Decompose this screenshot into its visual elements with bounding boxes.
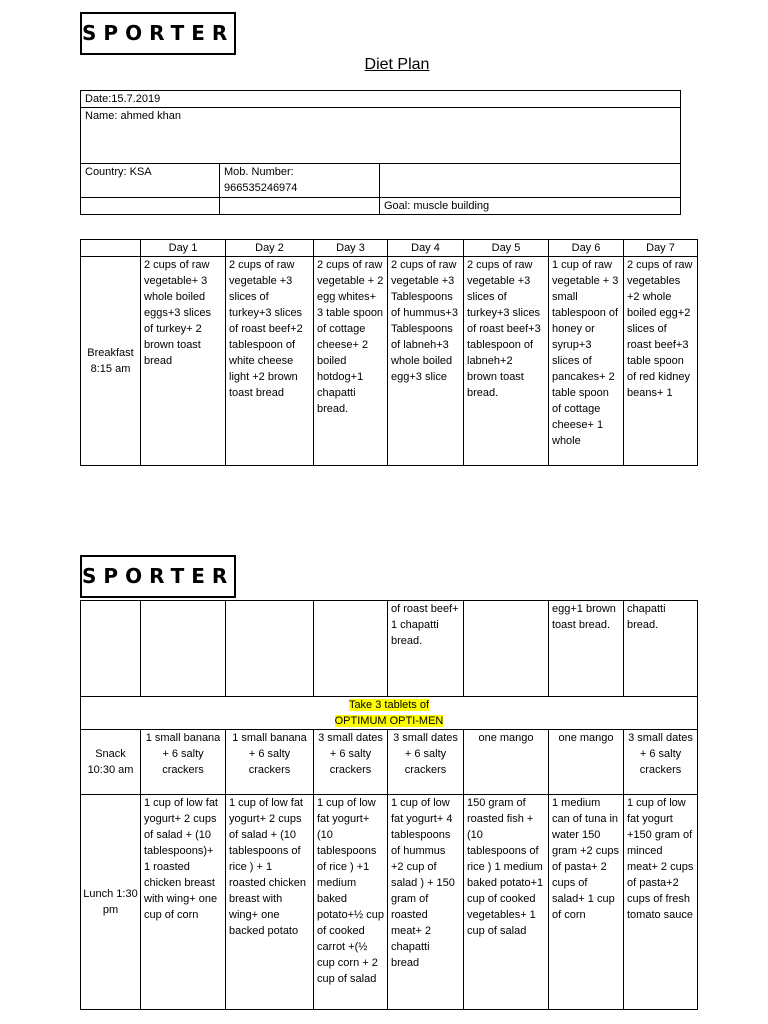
- breakfast-cont-day-6: egg+1 brown toast bread.: [549, 601, 624, 697]
- day-header: Day 6: [549, 240, 624, 257]
- day-header: Day 1: [141, 240, 226, 257]
- snack-day-1: 1 small banana + 6 salty crackers: [141, 730, 226, 795]
- name-field: Name: ahmed khan: [81, 108, 681, 164]
- breakfast-day-1: 2 cups of raw vegetable+ 3 whole boiled eggs+3 slices of turkey+ 2 brown toast bread: [141, 257, 226, 466]
- breakfast-label: Breakfast 8:15 am: [81, 257, 141, 466]
- day-header: Day 2: [226, 240, 314, 257]
- lunch-day-7: 1 cup of low fat yogurt +150 gram of minced meat+ 2 cups of pasta+2 cups of fresh tomato sauce: [624, 795, 698, 1010]
- snack-label: Snack 10:30 am: [81, 730, 141, 795]
- snack-day-4: 3 small dates + 6 salty crackers: [388, 730, 464, 795]
- snack-day-5: one mango: [464, 730, 549, 795]
- breakfast-cont-day-1: [141, 601, 226, 697]
- empty-cell: [81, 601, 141, 697]
- lunch-day-5: 150 gram of roasted fish + (10 tablespoons of rice ) 1 medium baked potato+1 cup of cooked vegetables+ 1 cup of salad: [464, 795, 549, 1010]
- breakfast-cont-day-5: [464, 601, 549, 697]
- breakfast-cont-day-4: of roast beef+ 1 chapatti bread.: [388, 601, 464, 697]
- supplement-row: [81, 697, 698, 730]
- diet-plan-table-page1: [80, 239, 698, 466]
- client-info-table: [80, 90, 681, 215]
- lunch-day-6: 1 medium can of tuna in water 150 gram +2 cups of pasta+ 2 cups of salad+ 1 cup of corn: [549, 795, 624, 1010]
- breakfast-cont-day-3: [314, 601, 388, 697]
- breakfast-day-4: 2 cups of raw vegetable +3 Tablespoons of hummus+3 Tablespoons of labneh+3 whole boiled egg+3 slice: [388, 257, 464, 466]
- breakfast-day-7: 2 cups of raw vegetables +2 whole boiled egg+2 slices of roast beef+3 table spoon of red kidney beans+ 1: [624, 257, 698, 466]
- breakfast-day-3: 2 cups of raw vegetable + 2 egg whites+ 3 table spoon of cottage cheese+ 2 boiled hotdog+1 chapatti bread.: [314, 257, 388, 466]
- lunch-day-4: 1 cup of low fat yogurt+ 4 tablespoons of hummus +2 cup of salad ) + 150 gram of roasted meat+ 2 chapatti bread: [388, 795, 464, 1010]
- breakfast-cont-day-7: chapatti bread.: [624, 601, 698, 697]
- supplement-line-2: OPTIMUM OPTI-MEN: [334, 715, 444, 727]
- snack-day-7: 3 small dates + 6 salty crackers: [624, 730, 698, 795]
- mobile-label: Mob. Number:: [224, 166, 294, 178]
- breakfast-day-2: 2 cups of raw vegetable +3 slices of turkey+3 slices of roast beef+2 tablespoon of white cheese light +2 brown toast bread: [226, 257, 314, 466]
- sporter-logo: SPORTER: [80, 12, 236, 55]
- snack-day-2: 1 small banana + 6 salty crackers: [226, 730, 314, 795]
- day-header: Day 7: [624, 240, 698, 257]
- page-title: Diet Plan: [364, 56, 430, 73]
- lunch-label: Lunch 1:30 pm: [81, 795, 141, 1010]
- lunch-day-2: 1 cup of low fat yogurt+ 2 cups of salad + (10 tablespoons of rice ) + 1 roasted chicken breast with wing+ one backed potato: [226, 795, 314, 1010]
- empty-cell: [380, 164, 681, 198]
- snack-day-6: one mango: [549, 730, 624, 795]
- date-field: Date:15.7.2019: [81, 91, 681, 108]
- breakfast-day-6: 1 cup of raw vegetable + 3 small tablespoon of honey or syrup+3 slices of pancakes+ 2 table spoon of cottage cheese+ 1 whole: [549, 257, 624, 466]
- breakfast-cont-day-2: [226, 601, 314, 697]
- sporter-logo: SPORTER: [80, 555, 236, 598]
- diet-plan-table-page2: [80, 600, 698, 1010]
- day-header: Day 5: [464, 240, 549, 257]
- empty-cell: [220, 198, 380, 215]
- empty-cell: [81, 198, 220, 215]
- breakfast-day-5: 2 cups of raw vegetable +3 slices of turkey+3 slices of roast beef+3 tablespoon of labneh+2 brown toast bread.: [464, 257, 549, 466]
- snack-day-3: 3 small dates + 6 salty crackers: [314, 730, 388, 795]
- lunch-day-3: 1 cup of low fat yogurt+ (10 tablespoons of rice ) +1 medium baked potato+½ cup of cooked carrot +(½ cup corn + 2 cup of salad: [314, 795, 388, 1010]
- supplement-line-1: Take 3 tablets of: [348, 699, 430, 711]
- corner-cell: [81, 240, 141, 257]
- mobile-number: 966535246974: [224, 182, 298, 194]
- lunch-day-1: 1 cup of low fat yogurt+ 2 cups of salad + (10 tablespoons)+ 1 roasted chicken breast with wing+ one cup of corn: [141, 795, 226, 1010]
- day-header: Day 3: [314, 240, 388, 257]
- country-field: Country: KSA: [81, 164, 220, 198]
- goal-field: Goal: muscle building: [380, 198, 681, 215]
- day-header: Day 4: [388, 240, 464, 257]
- mobile-field: [220, 164, 380, 198]
